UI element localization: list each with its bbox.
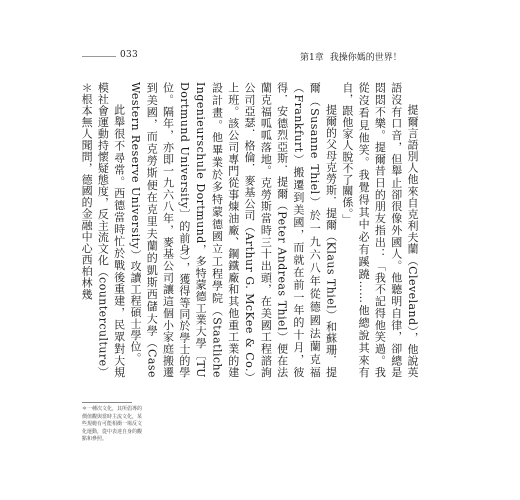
chapter-title: 我操你媽的世界！ — [329, 53, 402, 63]
paragraph: 提爾的父母克勞斯．提爾（Klaus Thiel）和蘇珊．提爾（Susanne Thiel）於一九六八年從德國法蘭克福（Frankfurt）搬遷到美國，而就在前一年的十月，彼得．安德烈亞斯．提爾（Peter Andreas Thiel）便在法蘭克福呱呱落地。克勞斯當時三十出頭，在美國工程諮詢公司亞瑟．格倫．麥基公司（Arthur G. McKee & Co.）上班。該公司專門從事煉油廠、鋼鐵廠和其他重工業的建設計畫。他畢業於多特蒙德國立工程學院（Staatliche Ingenieurschule Dortmund，多特蒙德工業大學〔TU Dortmund University〕的前身），獲得等同於學士的學位。隔年，亦即一九六八年，麥基公司讓這個小家庭搬遷到美國，而克勞斯便在克里夫蘭的凱斯西儲大學（Case Western Reserve University）攻讀工程碩士學位。 — [128, 82, 338, 378]
page-number-rule — [82, 56, 116, 57]
footnote-rule — [82, 402, 132, 403]
paragraph: 提爾言語別人他來自克利夫蘭（Cleveland），他說英語沒有口音，但舉止卻很像外國人。他聽明自律，卻總是悶悶不樂。提爾昔日的朋友指出：「我不記得他笑過。我從沒看見他笑。我覺得其中必有蹊蹺……他總說其來有自，跟他家人脫不了關係。」 — [340, 82, 419, 378]
footnote: ＊一種次文化，其所倡導的價值觀與當時主流文化，某些規範有可能相衝一場反文化運動，從中表達自身的觀點和參照。 — [82, 406, 143, 442]
body-text — [80, 82, 420, 378]
page-number: 033 — [120, 50, 139, 60]
paragraph: 此舉很不尋常。西德當時忙於戰後重建，民眾對大規模社會運動持懷疑態度，反主流文化（counterculture）＊根本無人聞問，德國的金融中心西柏林幾 — [80, 82, 126, 378]
running-header — [300, 50, 440, 63]
chapter-label: 第1章 — [300, 53, 324, 63]
